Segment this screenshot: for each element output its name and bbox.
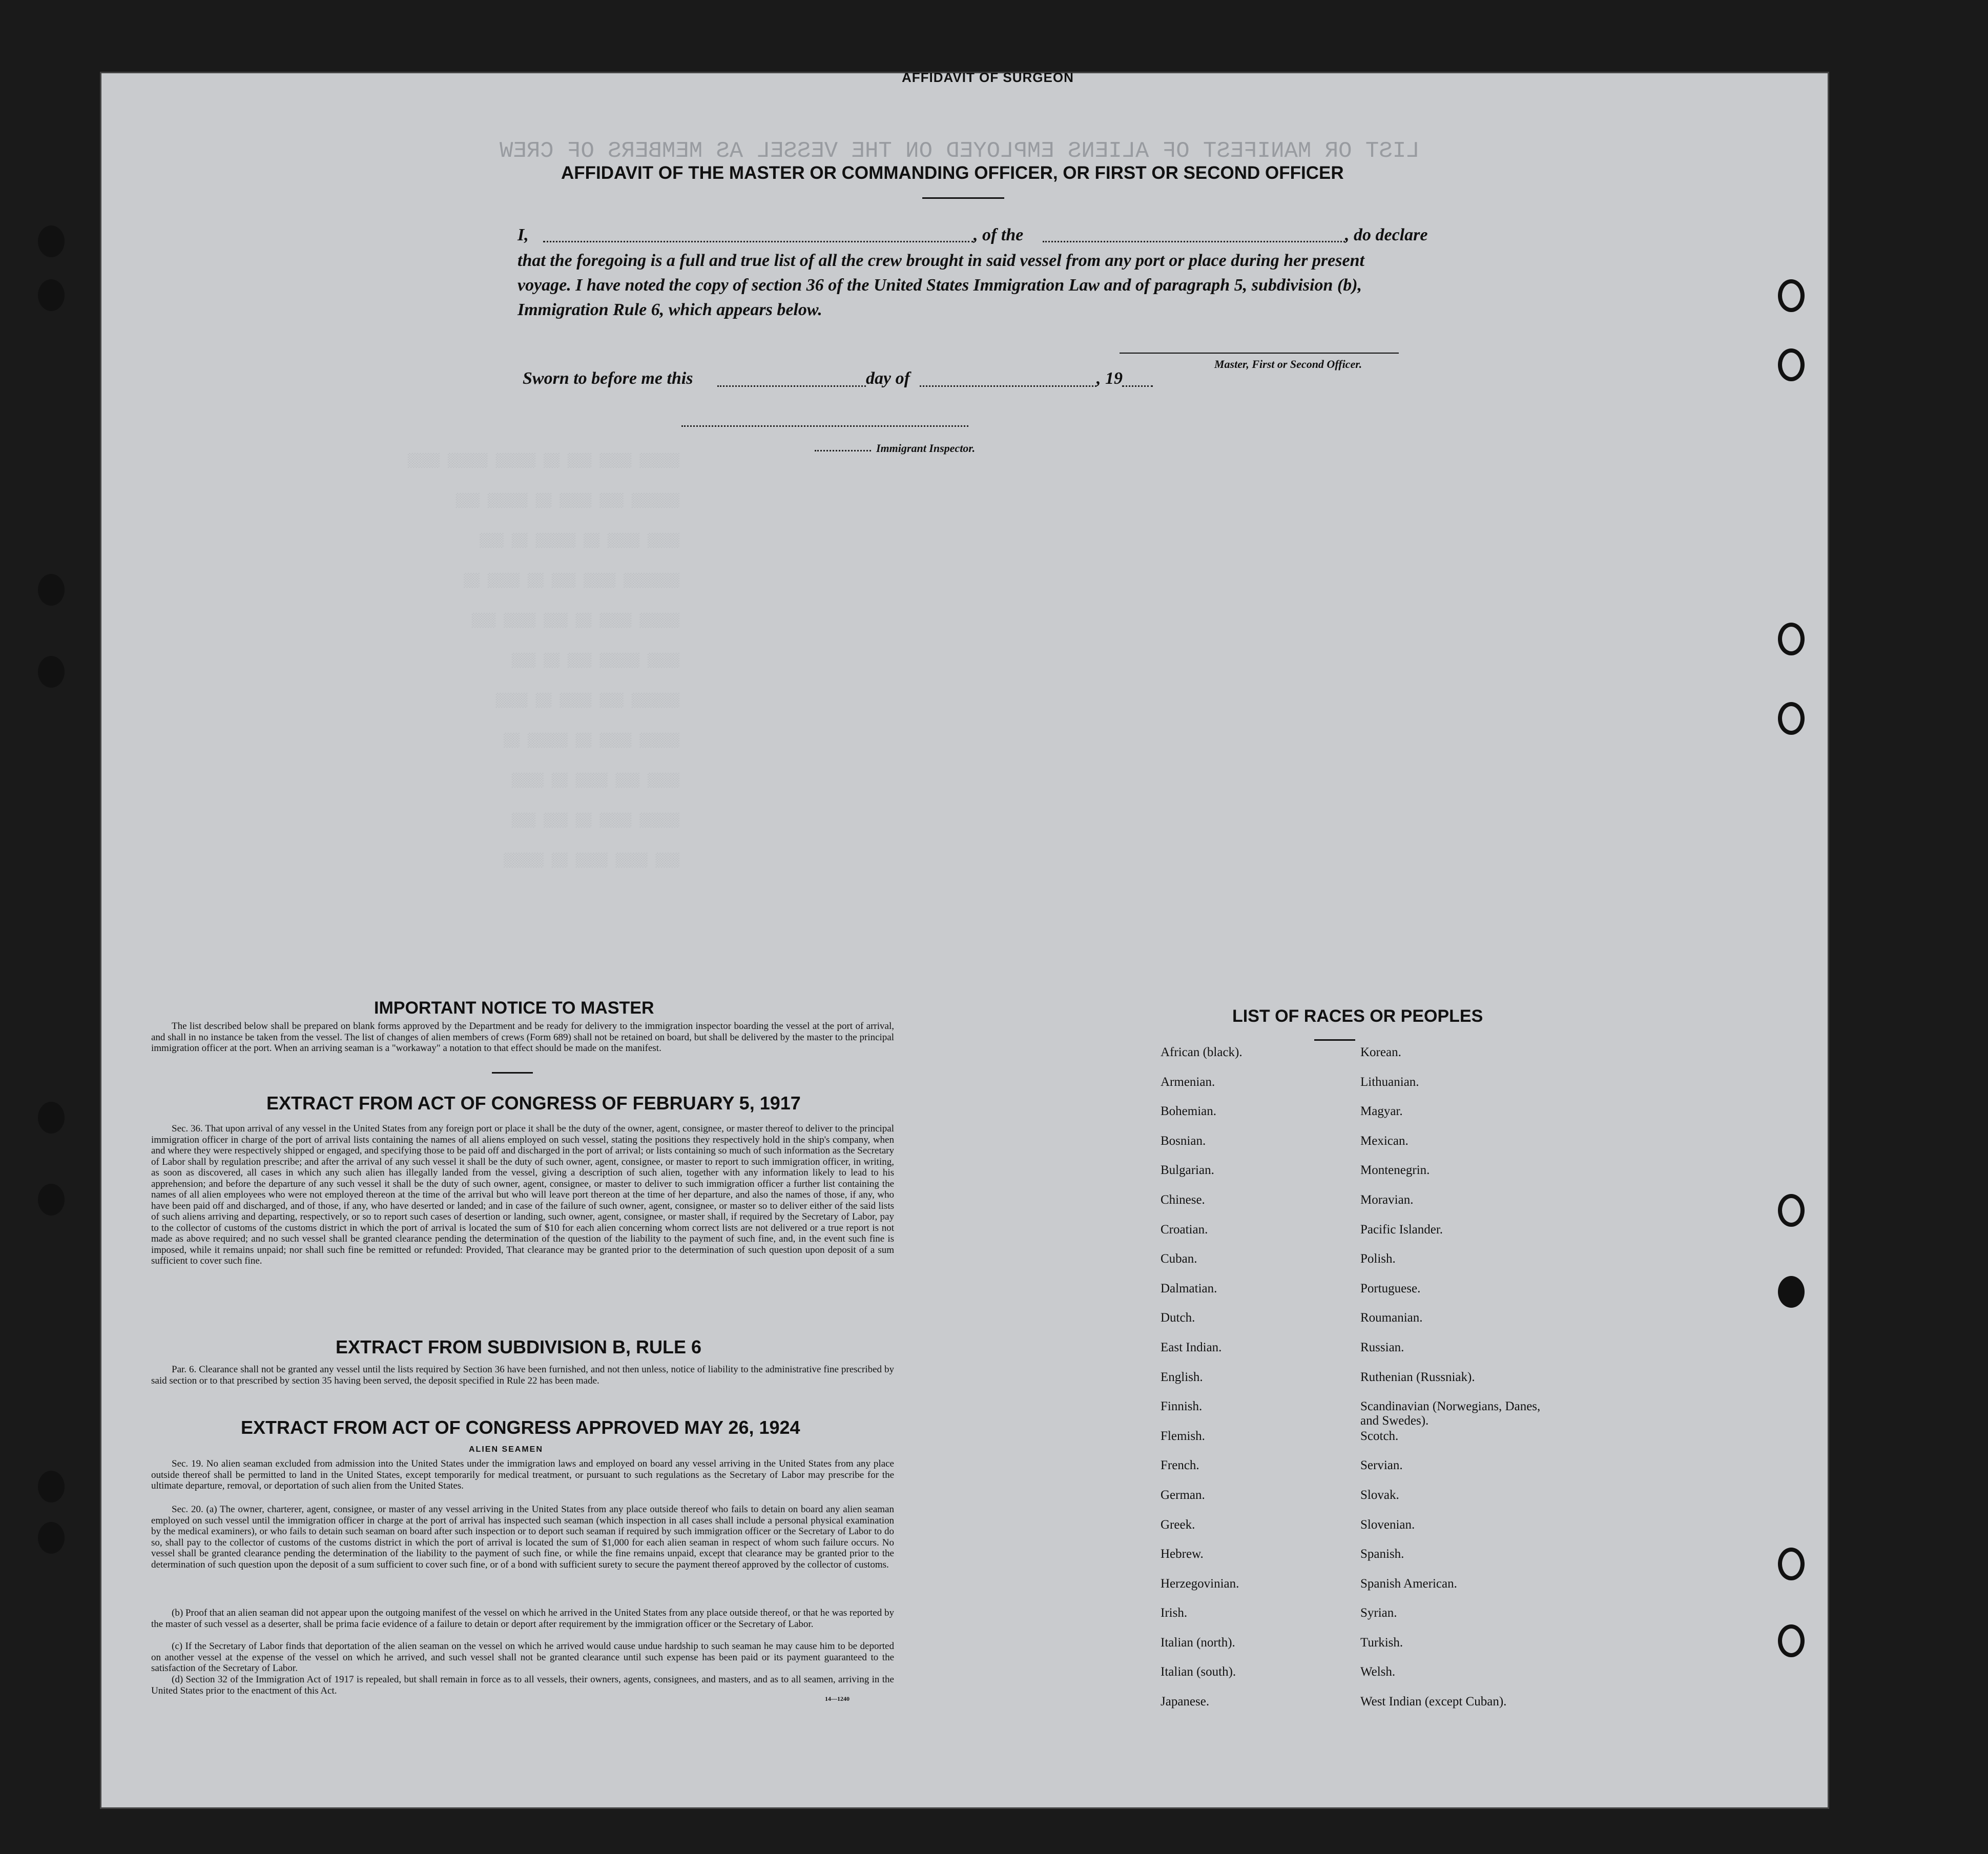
race-item: Mexican. — [1360, 1134, 1409, 1148]
race-item: Korean. — [1360, 1045, 1401, 1059]
notice-text: The list described below shall be prepared on blank forms approved by the Department and be ready for delivery to the immigration inspector boarding the vessel at the port of arrival, and shall in no instance be taken from the vessel. The list of changes of alien members of crews (Form 689) shall not be retained on board, but shall be delivered by the master to the principal immigration officer at the port. When an arriving seaman is a "workaway" a notation to that effect should be made on the manifest. — [151, 1021, 894, 1054]
extract-1917-text: Sec. 36. That upon arrival of any vessel in the United States from any foreign port or place it shall be the duty of the owner, agent, consignee, or master thereof to deliver to the principal immigration officer in charge of the port of arrival lists containing the names of all aliens employed on such vessel, stating the positions they respectively hold in the ship's company, when and where they were respectively shipped or engaged, and specifying those to be paid off and discharged in the port of arrival; or lists containing so much of such information as the Secretary of Labor shall by regulation prescribe; and after the arrival of any such vessel it shall be the duty of such owner, agent, consignee, or master to report to such immigration officer, in writing, as soon as discovered, all cases in which any such alien has illegally landed from the vessel, giving a description of such alien, together with any information likely to lead to his apprehension; and before the departure of any such vessel it shall be the duty of such owner, agent, consignee, or master to deliver to such immigration officer a further list containing the names of all alien employees who were not employed thereon at the time of the arrival but who will leave port thereon at the time of her departure, and also the names of those, if any, who have been paid off and discharged, and of those, if any, who have deserted or landed; and in case of the failure of such owner, agent, consignee, or master so to deliver either of the said lists of such aliens arriving and departing, respectively, or so to report such cases of desertion or landing, such owner, agent, consignee, or master shall, if required by the Secretary of Labor, pay to the collector of customs of the customs district in which the port of arrival is located the sum of $10 for each alien concerning whom correct lists are not delivered or a true report is not made as above required; and no such vessel shall be granted clearance pending the determination of the question of the liability to the payment of such fine, and, in the event such fine is imposed, while it remains unpaid; nor shall such fine be remitted or refunded: Provided, That clearance may be granted prior to the determination of such question upon deposit of a sum sufficient to cover such fine. — [151, 1123, 894, 1266]
affidavit-line4: Immigration Rule 6, which appears below. — [517, 300, 822, 319]
binder-hole — [38, 574, 65, 606]
race-item: Magyar. — [1360, 1104, 1403, 1119]
binder-hole — [38, 1184, 65, 1216]
race-item: Polish. — [1360, 1252, 1396, 1266]
notice-title: IMPORTANT NOTICE TO MASTER — [374, 998, 654, 1018]
header-label: AFFIDAVIT OF SURGEON — [902, 70, 1074, 85]
race-item: Finnish. — [1161, 1399, 1203, 1414]
bleed-through-text: LIST OR MANIFEST OF ALIENS EMPLOYED ON THE VESSEL AS MEMBERS OF CREW — [500, 138, 1420, 164]
race-item: French. — [1161, 1458, 1199, 1473]
binder-hole — [1778, 279, 1805, 312]
extract-1924-title: EXTRACT FROM ACT OF CONGRESS APPROVED MAY 26, 1924 — [241, 1417, 800, 1438]
binder-hole — [38, 1471, 65, 1502]
sworn-c: , 19 — [1096, 369, 1123, 388]
race-item: West Indian (except Cuban). — [1360, 1695, 1507, 1709]
binder-hole — [1778, 623, 1805, 655]
binder-hole — [38, 1102, 65, 1134]
race-item: Irish. — [1161, 1606, 1188, 1620]
bleed-through-rows: ░░░░░ ░░░░ ░░░ ░░ ░░░░░ ░░░░░ ░░░░ ░░░░░░ ░░░ ░░░░ ░░ ░░░░░ ░░░ ░░░░ ░░░░ ░░ ░░░░░ ░░ ░░░ ░░░░░░░ ░░░░ ░░░ ░░ ░░░░ ░░ ░░░░░ ░░░░ ░░ ░░░ ░░░░ ░░░ ░░░░ ░░░░░ ░░░ ░░ ░░░ ░░░░░░ ░░░ ░░░░ ░░ ░░░░ ░░░░░ ░░░░ ░░ ░░░░░ ░░ ░░░░ ░░░ ░░░░ ░░ ░░░░ ░░░░░ ░░░░ ░░ ░░░ ░░░ ░░░ ░░░░ ░░░░ ░░ ░░░░░ — [407, 453, 679, 868]
binder-hole — [38, 279, 65, 311]
race-item: Portuguese. — [1360, 1281, 1421, 1295]
race-item: Slovak. — [1360, 1488, 1399, 1502]
affidavit-line3: voyage. I have noted the copy of section 36 of the United States Immigration Law and of paragraph 5, subdivision (b), — [517, 276, 1362, 295]
extract-1917-title: EXTRACT FROM ACT OF CONGRESS OF FEBRUARY 5, 1917 — [266, 1093, 801, 1114]
extract-1924-p5: (d) Section 32 of the Immigration Act of 1917 is repealed, but shall remain in force as to all vessels, their owners, agents, consignees, and masters, and as to all seamen, arriving in the United States prior to the enactment of this Act. — [151, 1674, 894, 1696]
name-blank — [543, 241, 974, 242]
extract-1924-p3: (b) Proof that an alien seaman did not appear upon the outgoing manifest of the vessel on which he arrived in the United States from any place outside thereof, or that he was reported by the master of such vessel as a deserter, shall be prima facie evidence of a failure to detain or deport after requirement by the immigration officer or the Secretary of Labor. — [151, 1608, 894, 1630]
race-item: African (black). — [1161, 1045, 1242, 1059]
binder-hole — [1778, 1276, 1805, 1308]
extract-1924-p2: Sec. 20. (a) The owner, charterer, agent, consignee, or master of any vessel arriving in the United States from any place outside thereof who fails to detain on board any alien seaman employed on such vessel until the immigration officer in charge at the port of arrival has inspected such seaman (which inspection in all cases shall include a personal physical examination by the medical examiners), or who fails to detain such seaman on board after such inspection or to deport such seaman if required by such immigration officer or the Secretary of Labor to do so, shall pay to the collector of customs of the customs district in which the port of arrival is located the sum of $1,000 for each alien seaman in respect of whom such failure occurs. No vessel shall be granted clearance pending the determination of the liability to the payment of such fine, or while the fine remains unpaid, except that clearance may be granted prior to the determination of such question upon the deposit of a sum sufficient to cover such fine, or of a bond with sufficient surety to secure the payment thereof approved by the collector of customs. — [151, 1504, 894, 1570]
vessel-blank — [1043, 241, 1345, 242]
binder-hole — [1778, 1624, 1805, 1657]
binder-hole — [1778, 702, 1805, 735]
form-code: 14—1240 — [825, 1695, 850, 1702]
race-item: Flemish. — [1161, 1429, 1205, 1443]
races-title: LIST OF RACES OR PEOPLES — [1232, 1006, 1483, 1026]
race-item: Bulgarian. — [1161, 1163, 1214, 1178]
race-item: Spanish American. — [1360, 1576, 1457, 1591]
affidavit-title: AFFIDAVIT OF THE MASTER OR COMMANDING OFFICER, OR FIRST OR SECOND OFFICER — [561, 163, 1344, 183]
race-item: Cuban. — [1161, 1252, 1197, 1266]
binder-hole — [1778, 1194, 1805, 1227]
affidavit-line1-a: I, — [517, 225, 529, 244]
race-item: Ruthenian (Russniak). — [1360, 1370, 1475, 1384]
binder-hole — [1778, 1548, 1805, 1580]
race-item: Welsh. — [1360, 1665, 1396, 1679]
race-item: Croatian. — [1161, 1222, 1208, 1237]
sworn-a: Sworn to before me this — [523, 369, 693, 388]
race-item: Herzegovinian. — [1161, 1576, 1239, 1591]
race-item: Moravian. — [1360, 1192, 1414, 1207]
affidavit-line1-c: , do declare — [1345, 225, 1428, 244]
divider — [492, 1072, 533, 1074]
race-item: Lithuanian. — [1360, 1075, 1419, 1089]
race-item: Scandinavian (Norwegians, Danes, and Swedes). — [1360, 1399, 1541, 1428]
divider — [922, 197, 1004, 199]
extract-1924-p1: Sec. 19. No alien seaman excluded from admission into the United States under the immigration laws and employed on board any vessel arriving in the United States from any place outside thereof shall be permitted to land in the United States, except temporarily for medical treatment, or pursuant to such regulations as the Secretary of Labor may prescribe for the ultimate departure, removal, or deportation of such alien from the United States. — [151, 1458, 894, 1491]
affidavit-line2: that the foregoing is a full and true list of all the crew brought in said vessel from any port or place during her present — [517, 251, 1364, 270]
divider — [1314, 1039, 1355, 1041]
race-item: Servian. — [1360, 1458, 1403, 1473]
inspector-blank-2 — [815, 450, 871, 451]
race-item: Japanese. — [1161, 1695, 1210, 1709]
race-item: Bohemian. — [1161, 1104, 1217, 1119]
race-item: Russian. — [1360, 1340, 1404, 1354]
races-left-column — [1161, 1045, 1242, 1724]
extract-rule6-text: Par. 6. Clearance shall not be granted any vessel until the lists required by Section 36 have been furnished, and not then unless, notice of liability to the administrative fine prescribed by said section or to that prescribed by section 35 having been served, the deposit specified in Rule 22 has been made. — [151, 1364, 894, 1386]
race-item: Syrian. — [1360, 1606, 1397, 1620]
signature-line — [1120, 353, 1399, 354]
race-item: Italian (north). — [1161, 1635, 1235, 1650]
binder-hole — [38, 225, 65, 257]
inspector-blank — [681, 425, 968, 427]
race-item: English. — [1161, 1370, 1203, 1384]
race-item: Hebrew. — [1161, 1547, 1204, 1561]
race-item: Dutch. — [1161, 1311, 1195, 1325]
binder-hole — [38, 1522, 65, 1554]
race-item: Roumanian. — [1360, 1311, 1423, 1325]
race-item: Italian (south). — [1161, 1665, 1236, 1679]
race-item: Scotch. — [1360, 1429, 1399, 1443]
race-item: Spanish. — [1360, 1547, 1404, 1561]
race-item: Dalmatian. — [1161, 1281, 1217, 1295]
year-blank — [1122, 385, 1153, 387]
month-blank — [920, 385, 1096, 387]
race-item: Greek. — [1161, 1517, 1195, 1532]
races-right-column — [1360, 1045, 1555, 1724]
race-item: Turkish. — [1360, 1635, 1403, 1650]
alien-seamen-subtitle: ALIEN SEAMEN — [469, 1445, 543, 1454]
race-item: Armenian. — [1161, 1075, 1215, 1089]
extract-1924-p4: (c) If the Secretary of Labor finds that deportation of the alien seaman on the vessel on which he arrived would cause undue hardship to such seaman he may cause him to be deported on another vessel at the expense of the vessel on which he arrived, and such vessel shall not be granted clearance until such expense has been paid or its payment guaranteed to the satisfaction of the Secretary of Labor. — [151, 1641, 894, 1674]
binder-hole — [38, 656, 65, 688]
binder-hole — [1778, 348, 1805, 381]
race-item: Pacific Islander. — [1360, 1222, 1443, 1237]
signature-label: Master, First or Second Officer. — [1214, 358, 1362, 370]
inspector-label: Immigrant Inspector. — [876, 442, 976, 455]
race-item: East Indian. — [1161, 1340, 1222, 1354]
sworn-b: day of — [866, 369, 910, 388]
race-item: Chinese. — [1161, 1192, 1205, 1207]
affidavit-line1-b: , of the — [974, 225, 1024, 244]
race-item: Bosnian. — [1161, 1134, 1206, 1148]
extract-rule6-title: EXTRACT FROM SUBDIVISION B, RULE 6 — [336, 1336, 702, 1357]
race-item: Slovenian. — [1360, 1517, 1415, 1532]
day-blank — [717, 385, 866, 387]
race-item: Montenegrin. — [1360, 1163, 1430, 1178]
race-item: German. — [1161, 1488, 1205, 1502]
